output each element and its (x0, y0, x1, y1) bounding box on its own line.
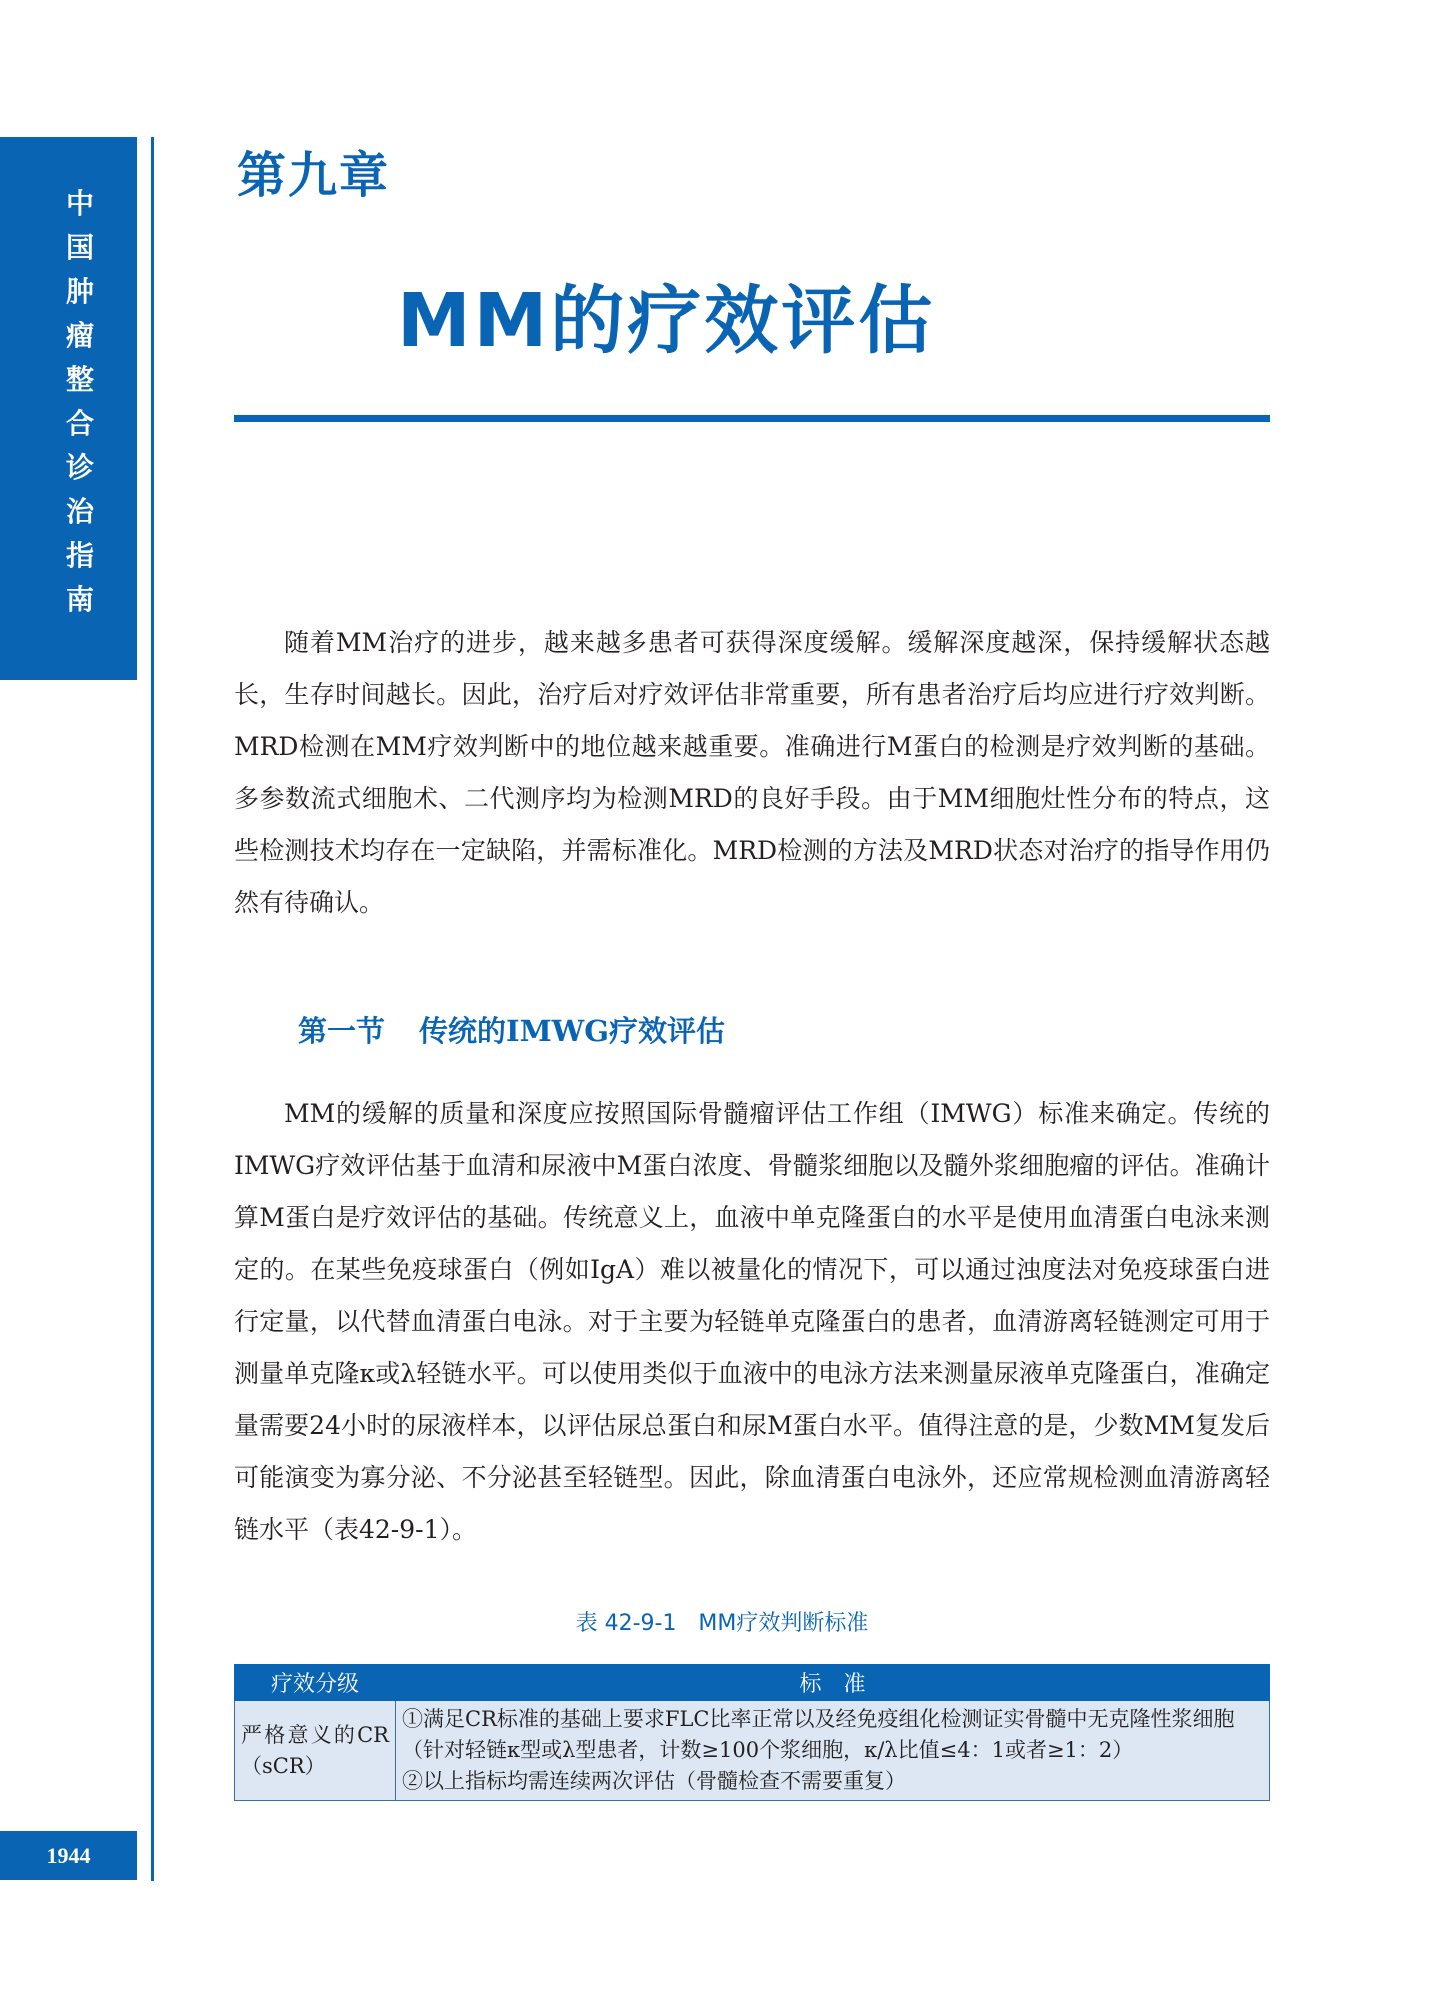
table-row (235, 1701, 1270, 1801)
criteria-item: ①满足CR标准的基础上要求FLC比率正常以及经免疫组化检测证实骨髓中无克隆性浆细胞（针对轻链κ型或λ型患者，计数≥100个浆细胞，κ/λ比值≤4：1或者≥1：2） (402, 1707, 1235, 1762)
chapter-title: MM的疗效评估 (397, 278, 936, 364)
table-caption: 表 42-9-1 MM疗效判断标准 (575, 1611, 869, 1636)
section-number: 第一节 (298, 1014, 386, 1048)
header-criteria: 标 准 (396, 1665, 1270, 1701)
title-divider (234, 415, 1270, 422)
page-number: 1944 (0, 1831, 137, 1880)
criteria-item: ②以上指标均需连续两次评估（骨髓检查不需要重复） (402, 1769, 906, 1793)
section-heading (298, 1009, 725, 1050)
series-title: 中 国 肿 瘤 整 合 诊 治 指 南 (65, 187, 94, 616)
section-title: 传统的IMWG疗效评估 (419, 1014, 726, 1048)
chapter-number: 第九章 (237, 147, 391, 204)
criteria-table (234, 1664, 1270, 1801)
table-header-row (235, 1665, 1270, 1701)
criteria-cell (396, 1701, 1270, 1801)
header-grade: 疗效分级 (235, 1665, 396, 1701)
section-paragraph: MM的缓解的质量和深度应按照国际骨髓瘤评估工作组（IMWG）标准来确定。传统的IMWG疗效评估基于血清和尿液中M蛋白浓度、骨髓浆细胞以及髓外浆细胞瘤的评估。准确计算M蛋白是疗效评估的基础。传统意义上，血液中单克隆蛋白的水平是使用血清蛋白电泳来测定的。在某些免疫球蛋白（例如IgA）难以被量化的情况下，可以通过浊度法对免疫球蛋白进行定量，以代替血清蛋白电泳。对于主要为轻链单克隆蛋白的患者，血清游离轻链测定可用于测量单克隆κ或λ轻链水平。可以使用类似于血液中的电泳方法来测量尿液单克隆蛋白，准确定量需要24小时的尿液样本，以评估尿总蛋白和尿M蛋白水平。值得注意的是，少数MM复发后可能演变为寡分泌、不分泌甚至轻链型。因此，除血清蛋白电泳外，还应常规检测血清游离轻链水平（表42-9-1）。 (234, 1099, 1270, 1544)
intro-paragraph: 随着MM治疗的进步，越来越多患者可获得深度缓解。缓解深度越深，保持缓解状态越长，生存时间越长。因此，治疗后对疗效评估非常重要，所有患者治疗后均应进行疗效判断。MRD检测在MM疗效判断中的地位越来越重要。准确进行M蛋白的检测是疗效判断的基础。多参数流式细胞术、二代测序均为检测MRD的良好手段。由于MM细胞灶性分布的特点，这些检测技术均存在一定缺陷，并需标准化。MRD检测的方法及MRD状态对治疗的指导作用仍然有待确认。 (234, 628, 1270, 917)
grade-cell: 严格意义的CR（sCR） (235, 1701, 396, 1801)
